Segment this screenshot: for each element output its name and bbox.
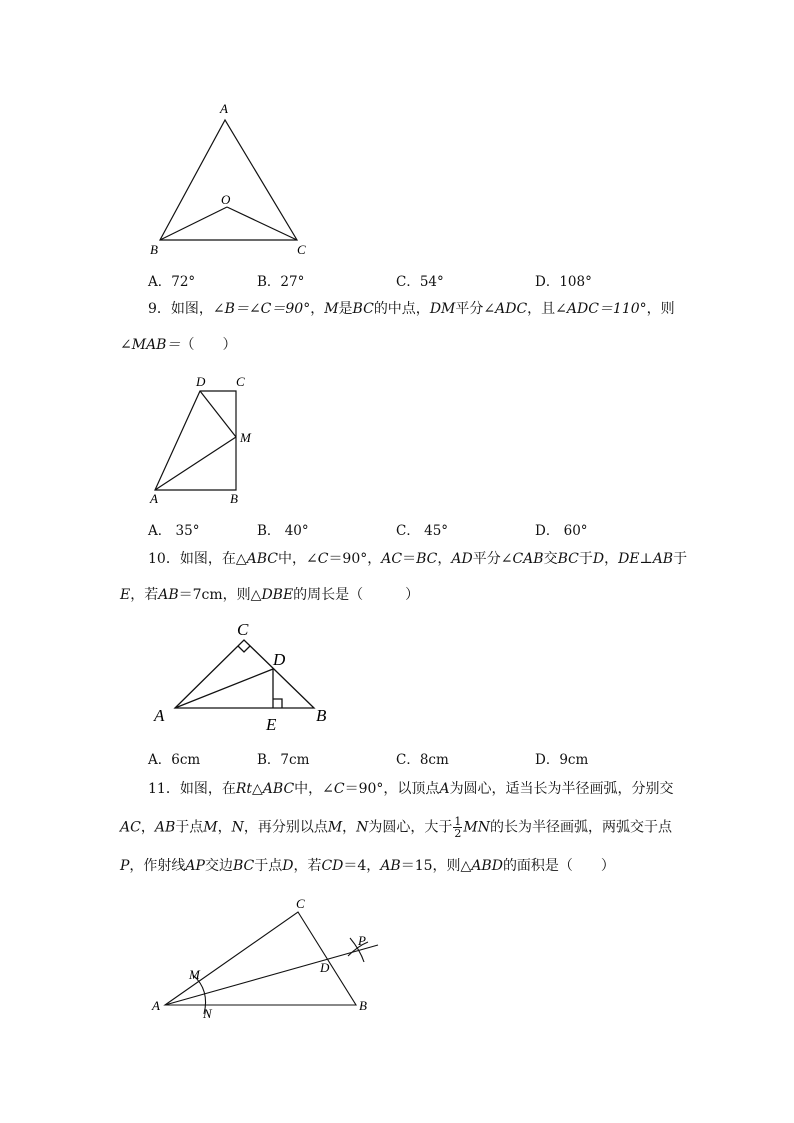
q10-right-angle-mark-c	[238, 646, 250, 652]
q8-figure	[0, 0, 794, 270]
q9-question-line1: 9．如图，∠B＝∠C＝90°，M是BC的中点，DM平分∠ADC，且∠ADC＝110°，则	[148, 301, 675, 317]
q9-segment-dm	[200, 391, 236, 437]
q10-label-c: C	[237, 620, 249, 639]
q8-label-b: B	[150, 242, 158, 257]
q10-option-a: A．6cm	[148, 752, 201, 768]
q8-option-c: C．54°	[396, 274, 444, 290]
q10-question-line1: 10．如图，在△ABC中，∠C＝90°，AC＝BC，AD平分∠CAB交BC于D，DE⊥AB于	[148, 551, 688, 567]
q11-triangle-abc	[165, 912, 356, 1005]
q10-right-angle-mark-e	[273, 699, 282, 708]
q10-label-b: B	[316, 706, 327, 725]
q10-option-d: D．9cm	[535, 752, 589, 768]
q9-option-c: C． 45°	[396, 523, 449, 539]
q11-figure	[0, 890, 794, 1030]
q11-label-b: B	[359, 998, 367, 1013]
q11-label-d: D	[320, 960, 330, 975]
q8-label-a: A	[220, 101, 228, 116]
q11-label-m: M	[189, 967, 200, 982]
q8-option-a: A．72°	[148, 274, 196, 290]
q10-option-b: B．7cm	[257, 752, 310, 768]
q10-label-e: E	[266, 715, 277, 734]
q10-segment-ad	[175, 669, 273, 708]
q11-label-n: N	[203, 1006, 212, 1021]
q11-label-c: C	[296, 896, 305, 911]
q8-segment-ob	[160, 207, 227, 240]
q9-quadrilateral-abcd	[155, 391, 236, 490]
q8-label-c: C	[297, 242, 306, 257]
q11-question-line2: AC，AB于点M，N，再分别以点M，N为圆心，大于 $\frac{1}{2}$ MN的长为半径画弧，两弧交于点	[120, 815, 673, 840]
q10-question-line2: E，若AB＝7cm，则△DBE的周长是（ ）	[120, 587, 420, 603]
q9-label-a: A	[150, 491, 158, 506]
q10-label-a: A	[154, 706, 165, 725]
q9-option-a: A． 35°	[148, 523, 200, 539]
q9-question-line2: ∠MAB＝（ ）	[120, 337, 237, 353]
q8-label-o: O	[221, 192, 231, 207]
q10-label-d: D	[273, 650, 286, 669]
q9-label-b: B	[230, 491, 238, 506]
q9-label-c: C	[236, 374, 245, 389]
q8-triangle-abc	[160, 120, 297, 240]
q9-figure	[0, 370, 794, 510]
q9-option-d: D． 60°	[535, 523, 588, 539]
q11-fraction-one-half: $\frac{1}{2}$	[454, 815, 462, 840]
q10-option-c: C．8cm	[396, 752, 449, 768]
q9-label-m: M	[240, 430, 251, 445]
q10-figure	[0, 615, 794, 740]
q9-label-d: D	[196, 374, 206, 389]
q11-label-p: P	[358, 933, 366, 948]
q11-question-line1: 11．如图，在Rt△ABC中，∠C＝90°，以顶点A为圆心，适当长为半径画弧，分别交	[148, 781, 674, 797]
q9-option-b: B． 40°	[257, 523, 309, 539]
q11-label-a: A	[152, 998, 160, 1013]
q11-question-line3: P，作射线AP交边BC于点D，若CD＝4，AB＝15，则△ABD的面积是（ ）	[120, 858, 615, 874]
q10-triangle-abc	[175, 640, 314, 708]
q8-option-b: B．27°	[257, 274, 305, 290]
q8-option-d: D．108°	[535, 274, 592, 290]
